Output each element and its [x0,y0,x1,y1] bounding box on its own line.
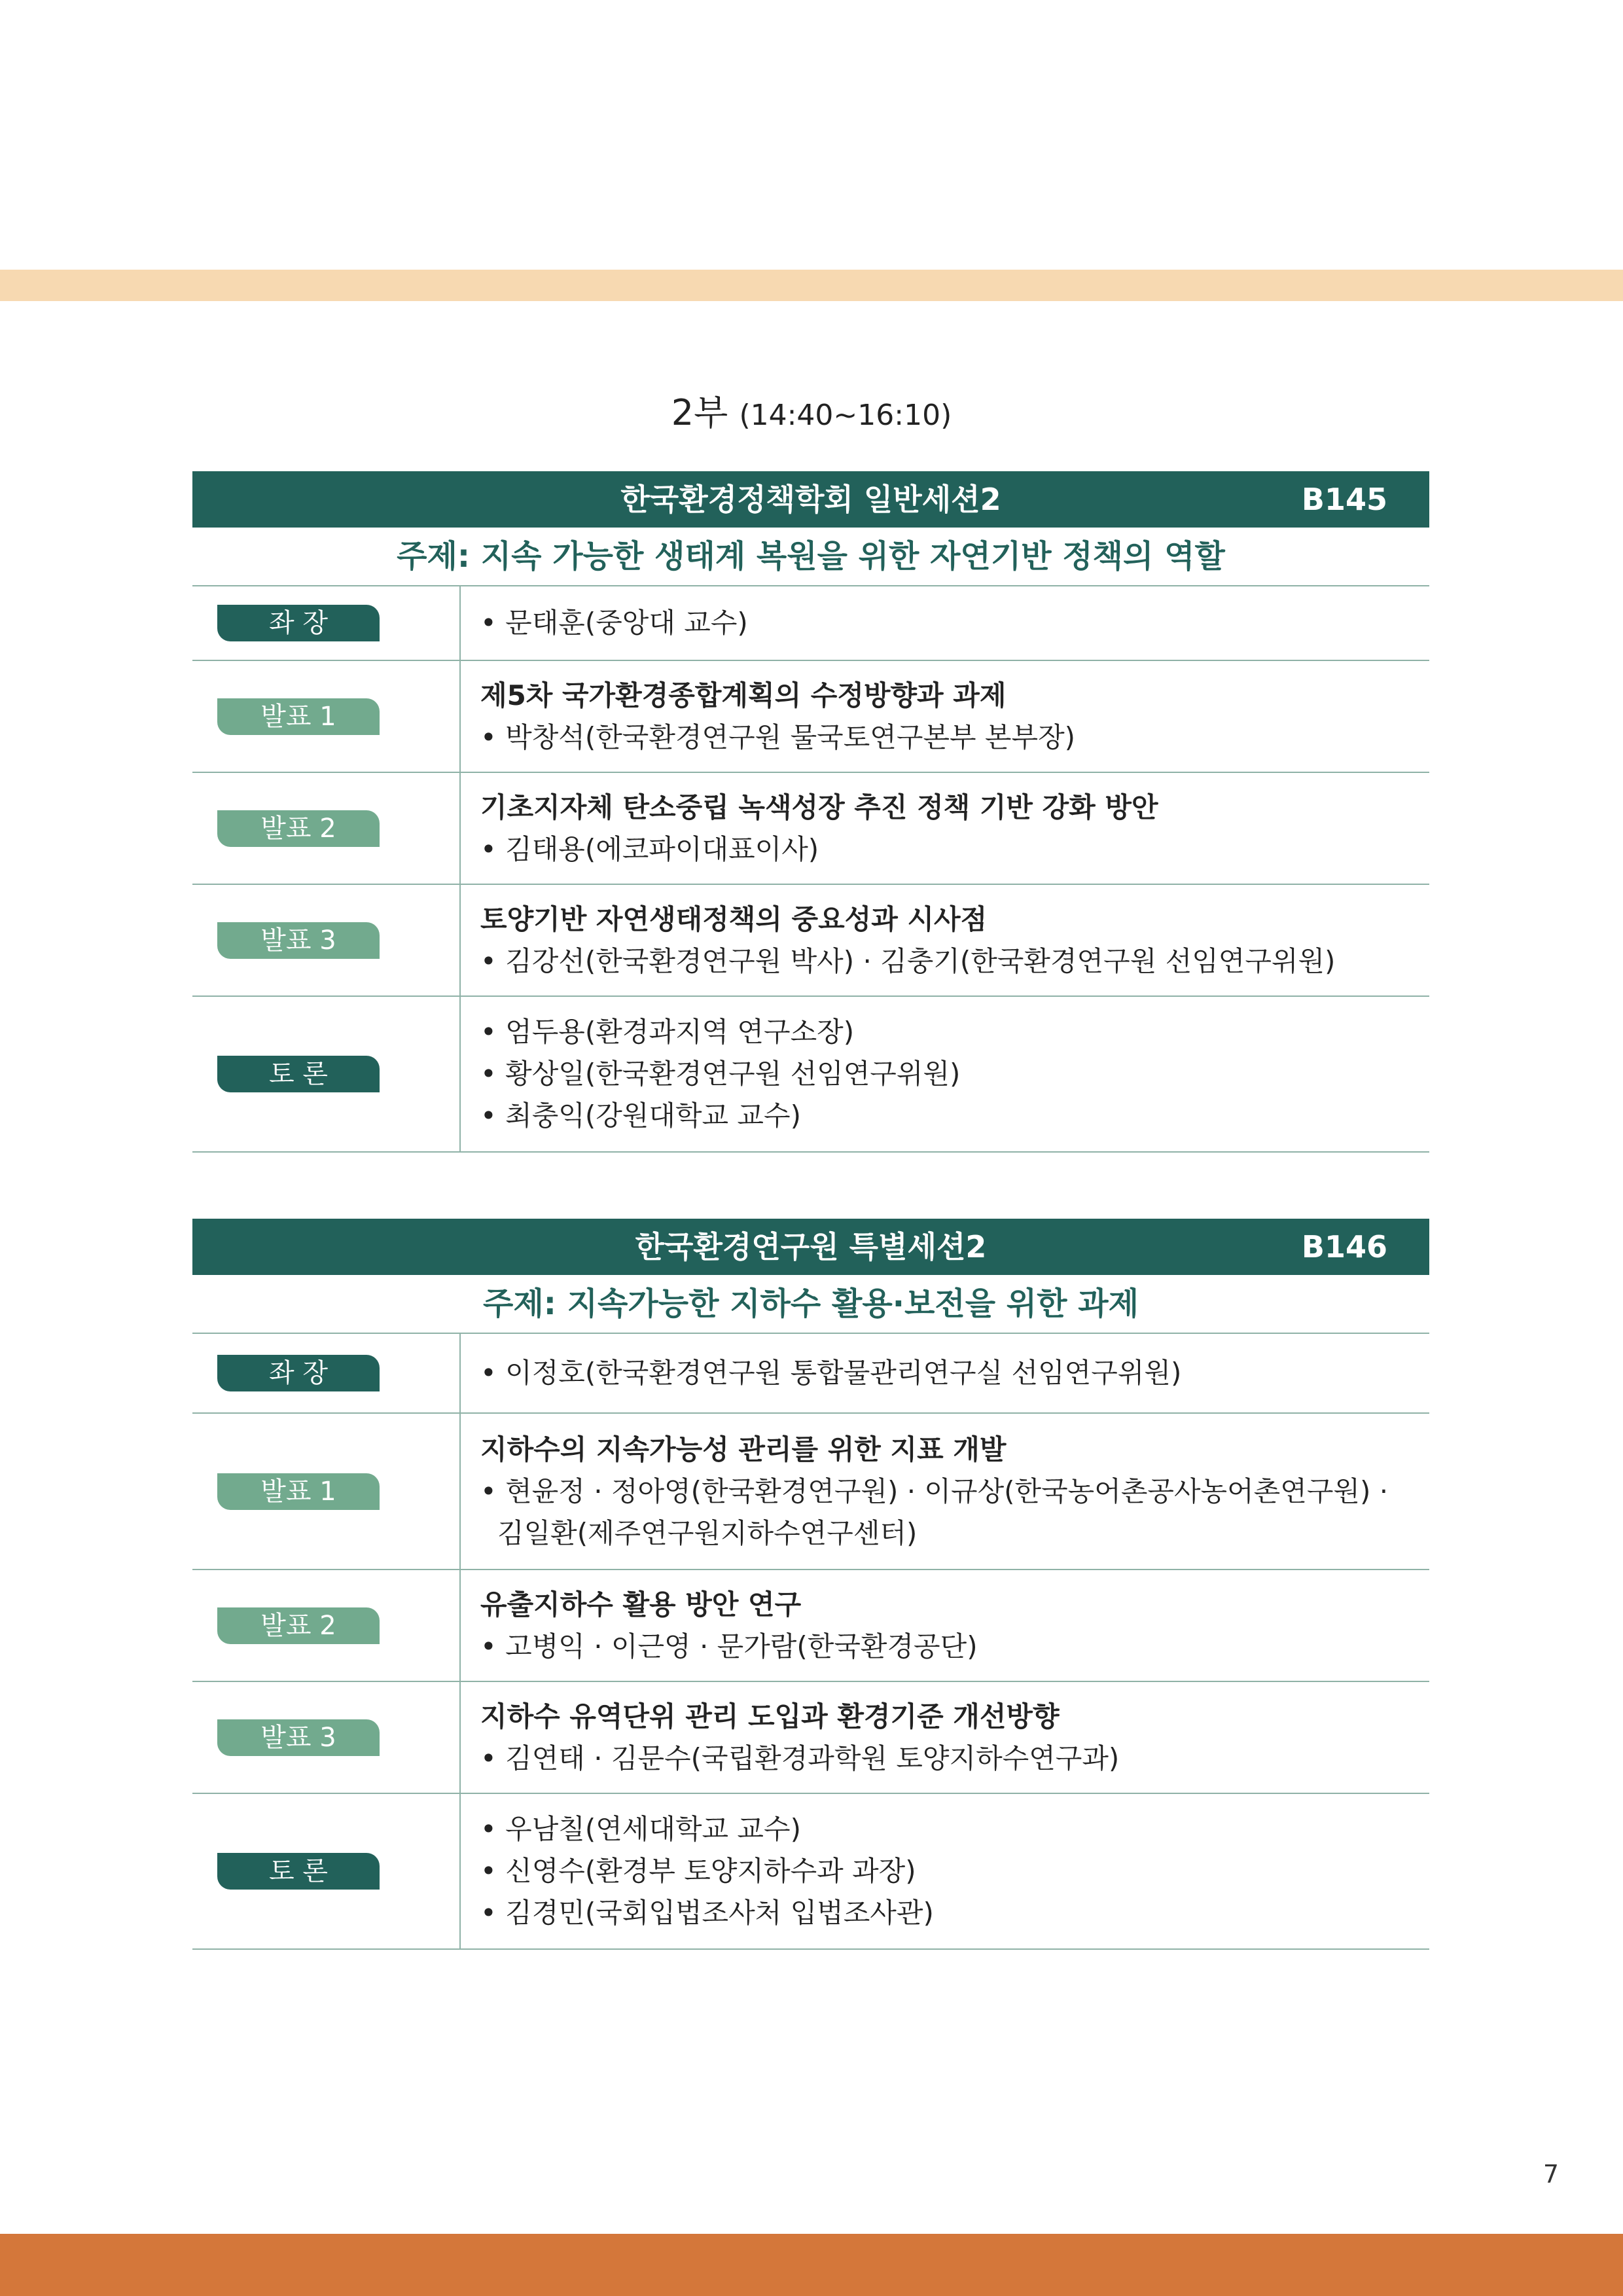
discussant: • 우남칠(연세대학교 교수) [480,1813,801,1845]
part-title [0,385,1623,435]
bottom-decorative-band [0,2234,1623,2296]
presenter: • 박창석(한국환경연구원 물국토연구본부 본부장) [480,721,1076,753]
discussant: • 신영수(환경부 토양지하수과 과장) [480,1855,916,1887]
chair-row [192,1334,1429,1414]
presentation-badge: 발표 1 [217,1473,380,1510]
session-topic: 주제: 지속 가능한 생태계 복원을 위한 자연기반 정책의 역할 [192,528,1429,586]
session-room: B145 [1301,482,1387,517]
session-1 [192,471,1429,1153]
discussant: • 김경민(국회입법조사처 입법조사관) [480,1897,934,1929]
page-number: 7 [1543,2160,1560,2189]
presenter: • 현윤정 · 정아영(한국환경연구원) · 이규상(한국농어촌공사농어촌연구원) · [480,1475,1389,1507]
presentation-row-2 [192,773,1429,885]
presentation-badge: 발표 3 [217,922,380,959]
presenter: • 김강선(한국환경연구원 박사) · 김충기(한국환경연구원 선임연구위원) [480,944,1336,977]
session-topic: 주제: 지속가능한 지하수 활용·보전을 위한 과제 [192,1275,1429,1334]
session-name: 한국환경정책학회 일반세션2 [620,482,1001,517]
discussant: • 황상일(한국환경연구원 선임연구위원) [480,1058,961,1090]
top-decorative-band [0,270,1623,301]
session-header [192,471,1429,528]
presentation-title: 제5차 국가환경종합계획의 수정방향과 과제 [480,679,1007,711]
discussion-row [192,997,1429,1153]
session-room: B146 [1301,1229,1387,1265]
presentation-row-2 [192,1570,1429,1682]
presentation-row-3 [192,1682,1429,1794]
presentation-badge: 발표 2 [217,810,380,847]
chair-badge: 좌 장 [217,605,380,641]
presentation-row-1 [192,1414,1429,1570]
presentation-badge: 발표 1 [217,698,380,735]
presentation-title: 기초지자체 탄소중립 녹색성장 추진 정책 기반 강화 방안 [480,791,1158,823]
chair-person: • 이정호(한국환경연구원 통합물관리연구실 선임연구위원) [480,1357,1182,1389]
presenter: • 김연태 · 김문수(국립환경과학원 토양지하수연구과) [480,1742,1120,1774]
presentation-badge: 발표 2 [217,1607,380,1644]
presentation-title: 지하수 유역단위 관리 도입과 환경기준 개선방향 [480,1700,1060,1732]
presentation-title: 토양기반 자연생태정책의 중요성과 시사점 [480,903,988,935]
presentation-row-3 [192,885,1429,997]
chair-badge: 좌 장 [217,1355,380,1391]
presentation-title: 지하수의 지속가능성 관리를 위한 지표 개발 [480,1433,1007,1465]
part-label: 2부 [671,392,728,433]
chair-person: • 문태훈(중앙대 교수) [480,607,748,639]
discussion-row [192,1794,1429,1950]
discussion-badge: 토 론 [217,1056,380,1092]
presenter-continued: 김일환(제주연구원지하수연구센터) [497,1516,918,1549]
chair-row [192,586,1429,661]
presenter: • 김태용(에코파이대표이사) [480,833,819,865]
presentation-badge: 발표 3 [217,1719,380,1756]
session-name: 한국환경연구원 특별세션2 [635,1229,987,1265]
discussant: • 최충익(강원대학교 교수) [480,1100,801,1132]
session-header [192,1219,1429,1275]
presentation-title: 유출지하수 활용 방안 연구 [480,1588,802,1621]
session-2 [192,1219,1429,1950]
part-time: (14:40~16:10) [739,399,952,432]
presentation-row-1 [192,661,1429,773]
discussant: • 엄두용(환경과지역 연구소장) [480,1016,855,1048]
discussion-badge: 토 론 [217,1853,380,1890]
presenter: • 고병익 · 이근영 · 문가람(한국환경공단) [480,1630,978,1662]
